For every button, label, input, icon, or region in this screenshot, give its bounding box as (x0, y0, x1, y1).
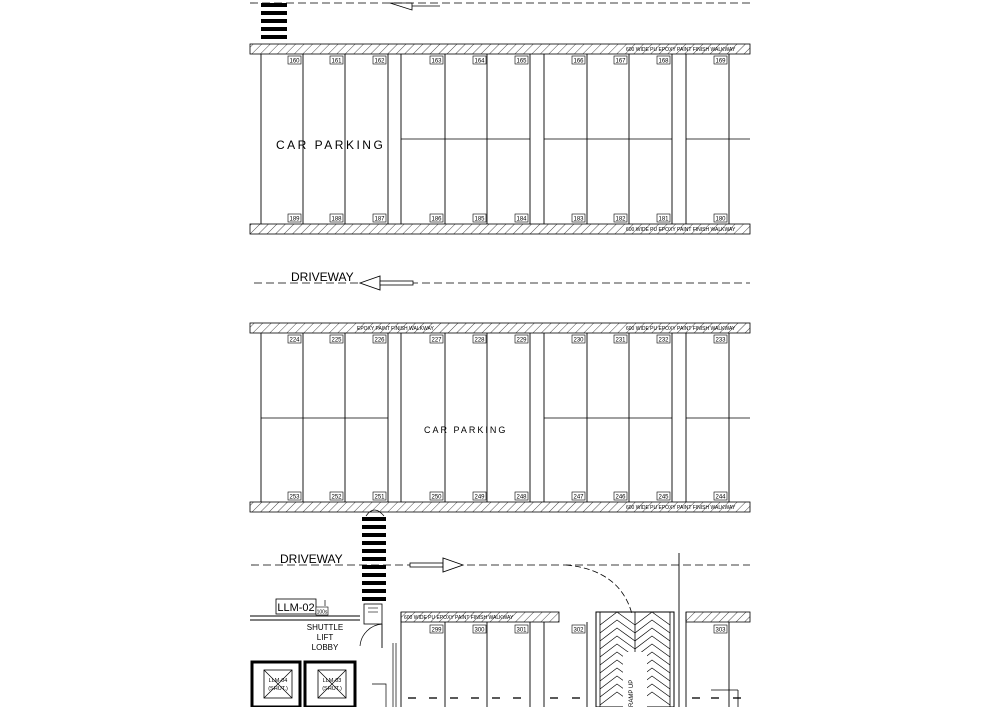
lift-shaft-llm04 (252, 662, 300, 707)
lift-tag-small: 100s (316, 609, 328, 616)
bay-number: 225 (331, 337, 342, 344)
bay-number: 167 (615, 58, 626, 65)
bay-number: 233 (715, 337, 726, 344)
bay-number: 163 (431, 58, 442, 65)
lift-label: LLM-04 (268, 678, 288, 684)
bay-number: 160 (289, 58, 300, 65)
bay-number: 183 (573, 216, 584, 223)
pedestrian-crossing-lower (362, 510, 386, 601)
top-driveway (250, 3, 750, 10)
bay-number: 168 (658, 58, 669, 65)
arrow-right-icon (410, 558, 463, 572)
walkway-note: 600 WIDE PU EPOXY PAINT FINISH WALKWAY (404, 615, 514, 621)
ramp-label: RAMP UP (629, 679, 635, 707)
bay-number: 228 (474, 337, 485, 344)
car-parking-label: CAR PARKING (276, 138, 386, 152)
door-swing (360, 604, 382, 648)
bay-number: 161 (331, 58, 342, 65)
bay-number: 249 (474, 494, 485, 501)
bay-number: 189 (289, 216, 300, 223)
bay-numbers-row1-bottom (288, 214, 727, 223)
bay-number: 180 (715, 216, 726, 223)
bay-number: 245 (658, 494, 669, 501)
bay-number: 230 (573, 337, 584, 344)
walkway-note: 600 WIDE PU EPOXY PAINT FINISH WALKWAY (626, 47, 736, 53)
walkway-hatch (686, 612, 750, 622)
bay-number: 224 (289, 337, 300, 344)
lift-tag: LLM-02 (277, 602, 315, 614)
lift-shaft-llm03 (305, 662, 355, 707)
bay-number: 301 (516, 627, 527, 634)
shuttle-lift-lobby (250, 599, 396, 707)
bay-number: 164 (474, 58, 485, 65)
bay-number: 182 (615, 216, 626, 223)
arrow-left-icon (360, 276, 413, 290)
bay-number: 248 (516, 494, 527, 501)
bay-number: 181 (658, 216, 669, 223)
bay-number: 251 (374, 494, 385, 501)
bay-numbers-row3-top (430, 625, 727, 634)
bay-number: 302 (573, 627, 584, 634)
driveway-1 (254, 270, 750, 290)
parking-row-2 (250, 323, 750, 512)
bay-number: 184 (516, 216, 527, 223)
bay-number: 253 (289, 494, 300, 501)
bay-number: 247 (573, 494, 584, 501)
bay-number: 226 (374, 337, 385, 344)
bay-number: 188 (331, 216, 342, 223)
parking-row-3 (401, 612, 750, 707)
walkway-note: 600 WIDE PU EPOXY PAINT FINISH WALKWAY (626, 227, 736, 233)
car-parking-label: CAR PARKING (424, 425, 508, 435)
walkway-note: 600 WIDE PU EPOXY PAINT FINISH WALKWAY (626, 505, 736, 511)
parking-row-1 (250, 44, 750, 234)
bay-number: 252 (331, 494, 342, 501)
pedestrian-crossing-top (261, 3, 287, 39)
driveway-label: DRIVEWAY (291, 270, 354, 284)
driveway-label: DRIVEWAY (280, 552, 343, 566)
svg-text:(SHUT.): (SHUT.) (268, 686, 288, 692)
bay-number: 162 (374, 58, 385, 65)
bay-numbers-row1-top (288, 56, 727, 65)
bay-number: 232 (658, 337, 669, 344)
bay-number: 300 (474, 627, 485, 634)
wheel-stops (408, 690, 741, 707)
bay-number: 244 (715, 494, 726, 501)
bay-numbers-row2-top (288, 335, 727, 344)
bay-number: 299 (431, 627, 442, 634)
lobby-label-line1: SHUTTLE (306, 623, 344, 632)
arrow-left-icon (390, 3, 412, 10)
walkway-note: 600 WIDE PU EPOXY PAINT FINISH WALKWAY (626, 326, 736, 332)
lift-label: LLM-03 (322, 678, 342, 684)
lobby-label-line3: LOBBY (311, 643, 339, 652)
bay-number: 303 (715, 627, 726, 634)
bay-numbers-row2-bottom (288, 492, 727, 501)
bay-number: 185 (474, 216, 485, 223)
bay-number: 229 (516, 337, 527, 344)
bay-number: 187 (374, 216, 385, 223)
bay-number: 166 (573, 58, 584, 65)
ramp (596, 612, 674, 707)
walkway-note: EPOXY PAINT FINISH WALKWAY (357, 326, 434, 332)
svg-text:(SHUT.): (SHUT.) (322, 686, 342, 692)
bay-number: 169 (715, 58, 726, 65)
lobby-label-line2: LIFT (316, 633, 334, 642)
bay-number: 227 (431, 337, 442, 344)
bay-number: 231 (615, 337, 626, 344)
bay-number: 165 (516, 58, 527, 65)
bay-number: 186 (431, 216, 442, 223)
bay-number: 246 (615, 494, 626, 501)
bay-number: 250 (431, 494, 442, 501)
